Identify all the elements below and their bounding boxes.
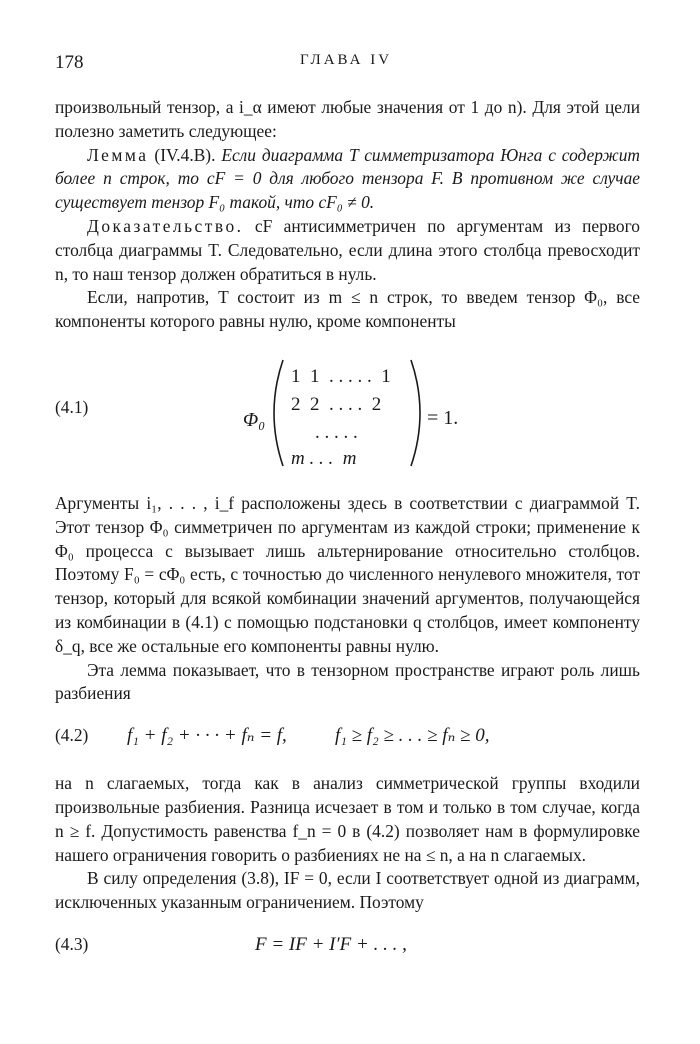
paragraph-intro: произвольный тензор, а i_α имеют любые значения от 1 до n). Для этой цели полезно заметить следующее: xyxy=(55,97,640,141)
equation-label-4-2: (4.2) xyxy=(55,725,89,746)
equation-label-4-3: (4.3) xyxy=(55,933,89,954)
proof-label: Доказательство. xyxy=(87,215,244,236)
paragraph-arguments: Аргументы i₁, . . . , i_f расположены здесь в соответствии с диаграммой T. Этот тензор Φ₀ симметричен по аргументам из каждой строки; применение к Φ₀ процесса c вызывает лишь альтернирование относительно столбцов. Поэтому F₀ = cΦ₀ есть, с точностью до численного ненулевого множителя, тот тензор, который для всякой комбинации значений аргументов, получающейся из комбинации в (4.1) с помощью подстановки q столбцов, имеет компоненту δ_q, все же остальные его компоненты равны нулю. xyxy=(55,492,640,656)
matrix-row-2: 2 2 . . . . 2 xyxy=(291,393,382,415)
equation-4-2-order: f₁ ≥ f₂ ≥ . . . ≥ fₙ ≥ 0, xyxy=(335,725,490,747)
equation-4-3 xyxy=(55,929,640,965)
matrix-row-3: . . . . . xyxy=(315,421,358,443)
lemma-label: Лемма xyxy=(87,144,149,165)
page-body xyxy=(55,96,640,981)
equation-4-1 xyxy=(55,348,640,478)
equation-label-4-1: (4.1) xyxy=(55,396,89,417)
proof-text: cF антисимметричен по аргументам из первого столбца диаграммы T. Следовательно, если длина этого столбца превосходит n, то наш тензор должен обратиться в нуль. xyxy=(55,215,640,284)
proof-paragraph xyxy=(55,215,640,286)
matrix-row-4: m . . . m xyxy=(291,447,357,469)
paragraph-if-contrary: Если, напротив, T состоит из m ≤ n строк, то введем тензор Φ₀, все компоненты которого равны нулю, кроме компоненты xyxy=(55,287,640,332)
equation-4-2 xyxy=(55,720,640,756)
right-parenthesis xyxy=(411,360,420,466)
matrix-row-1: 1 1 . . . . . 1 xyxy=(291,365,391,387)
lemma-paragraph xyxy=(55,144,640,215)
matrix-figure xyxy=(235,348,555,478)
equals-one: = 1. xyxy=(427,406,459,429)
equation-4-2-sum: f₁ + f₂ + · · · + fₙ = f, xyxy=(127,725,287,747)
left-parenthesis xyxy=(274,360,283,466)
page-number: 178 xyxy=(55,52,84,73)
paragraph-lemma-shows: Эта лемма показывает, что в тензорном пространстве играют роль лишь разбиения xyxy=(55,659,640,704)
paragraph-definition: В силу определения (3.8), IF = 0, если I соответствует одной из диаграмм, исключенных указанным ограничением. Поэтому xyxy=(55,868,640,913)
equation-4-3-body: F = IF + I′F + . . . , xyxy=(255,933,407,955)
lemma-ref: (IV.4.B). xyxy=(154,144,216,165)
phi-zero-symbol: Φ₀ xyxy=(243,408,266,431)
running-head: ГЛАВА IV xyxy=(300,52,393,68)
lemma-statement: Если диаграмма T симметризатора Юнга с содержит более n строк, то cF = 0 для любого тензора F. В противном же случае существует тензор F₀ такой, что cF₀ ≠ 0. xyxy=(55,144,640,213)
paragraph-partitions: на n слагаемых, тогда как в анализ симметрической группы входили произвольные разбиения. Разница исчезает в том и только в том случае, когда n ≥ f. Допустимость равенства f_n = 0 в (4.2) позволяет нам в формулировке нашего ограничения говорить о разбиениях не на ≤ n, а на n слагаемых. xyxy=(55,773,640,865)
